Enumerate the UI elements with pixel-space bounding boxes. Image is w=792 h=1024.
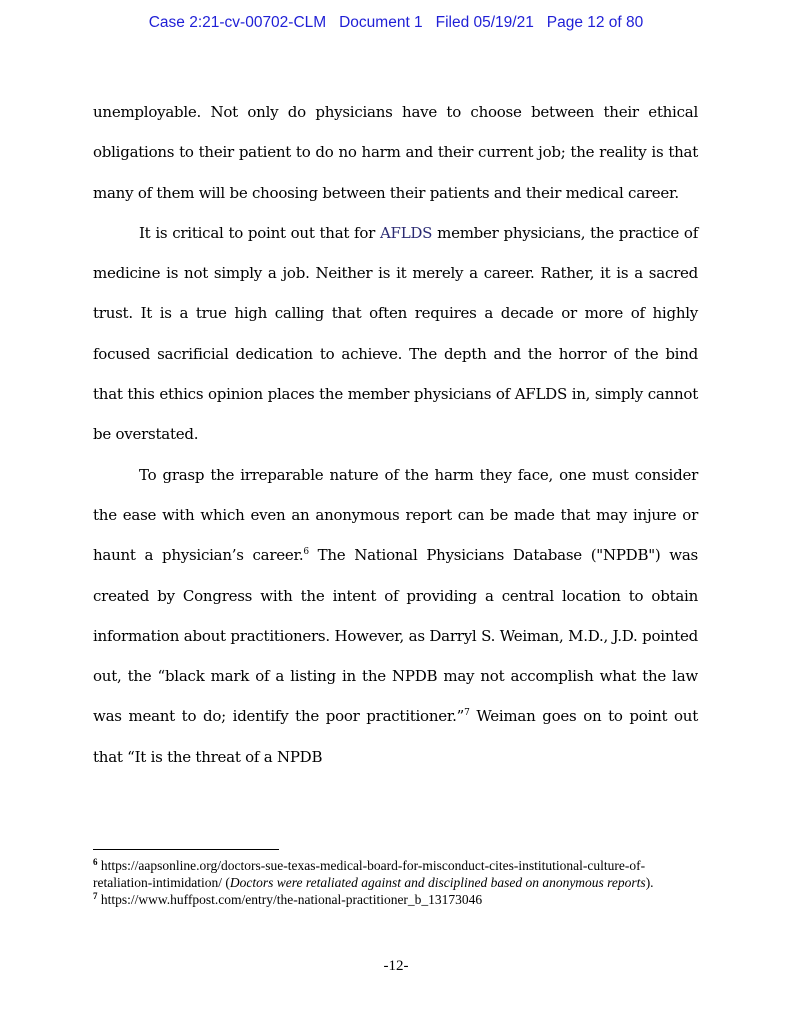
footnotes [93,857,698,908]
footnote-ref-7[interactable]: 7 [464,708,470,719]
footnote-6-link[interactable]: https://aapsonline.org/doctors-sue-texas-medical-board-for-misconduct-cites-institutional-culture-of-retaliation-intimidation/ ( [93,858,646,890]
footnote-ref-6[interactable]: 6 [303,547,309,558]
footnote-7-link[interactable]: https://www.huffpost.com/entry/the-national-practitioner_b_13173046 [97,892,483,907]
paragraph-3-part-c: Weiman goes on to point out that “It is the threat of a NPDB [93,707,698,766]
footnote-6 [93,857,698,891]
paragraph-2-rest: member physicians, the practice of medicine is not simply a job. Neither is it merely a career. Rather, it is a sacred trust. It is a true high calling that often requires a decade or more of highly focused sacrificial dedication to achieve. The depth and the horror of the bind that this ethics opinion places the member physicians of AFLDS in, simply cannot be overstated. [93,223,698,444]
paragraph-2 [93,213,698,455]
footnote-6-number: 6 [93,857,98,867]
aflds-abbreviation: AFLDS [379,223,433,242]
paragraph-3-part-b: The National Physicians Database ("NPDB") was created by Congress with the intent of providing a central location to obtain information about practitioners. However, as Darryl S. Weiman, M.D., J.D. pointed out, the “black mark of a listing in the NPDB may not accomplish what the law was meant to do; identify the poor practitioner.” [93,546,698,726]
case-header: Case 2:21-cv-00702-CLM Document 1 Filed 05/19/21 Page 12 of 80 [148,14,644,31]
paragraph-2-start: It is critical to point out that for [139,223,380,242]
footnote-6-note: Doctors were retaliated against and disciplined based on anonymous reports [229,875,646,890]
footnote-7 [93,891,698,908]
footnote-7-number: 7 [93,891,98,901]
paragraph-3 [93,455,698,777]
body-text [93,92,698,777]
footnote-divider [93,849,279,850]
page-number: -12- [383,958,409,974]
paragraph-3-part-a: To grasp the irreparable nature of the harm they face, one must consider the ease with which even an anonymous report can be made that may injure or haunt a physician’s career. [93,465,698,565]
paragraph-1: unemployable. Not only do physicians have to choose between their ethical obligations to their patient to do no harm and their current job; the reality is that many of them will be choosing between their patients and their medical career. [93,103,698,202]
footnote-6-end: ). [645,875,654,890]
